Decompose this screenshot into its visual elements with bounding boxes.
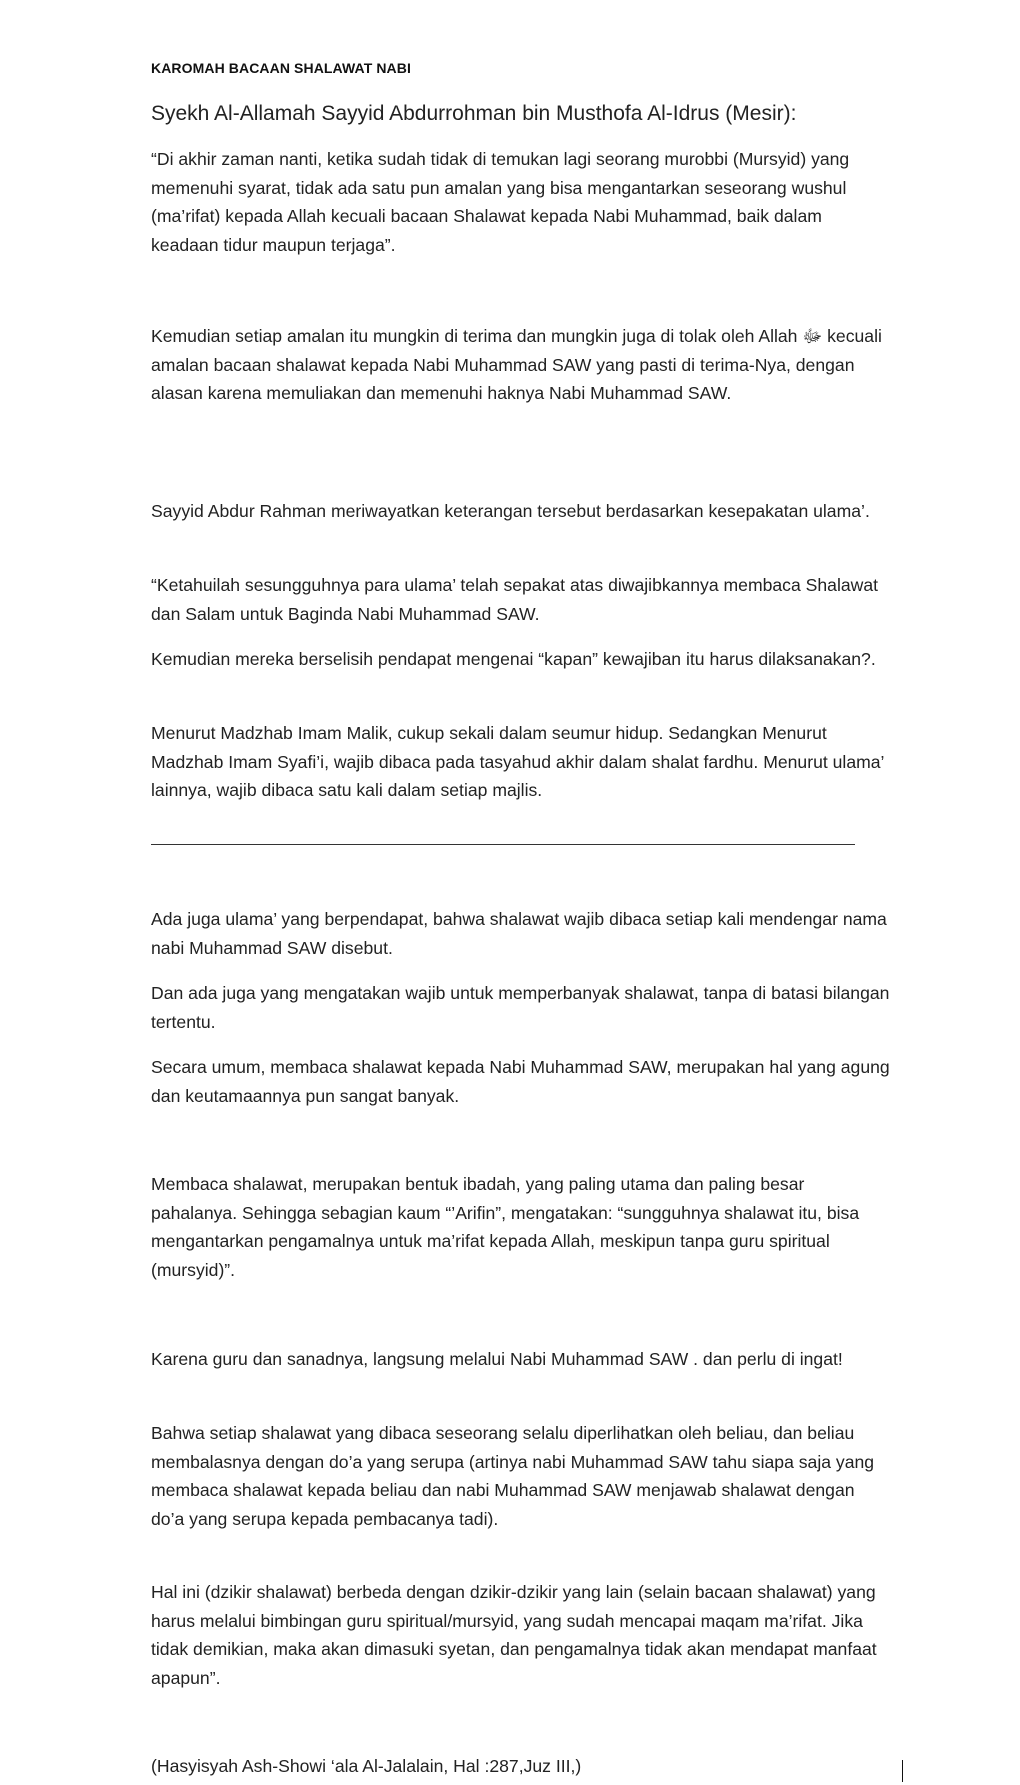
document-title: KAROMAH BACAAN SHALAWAT NABI xyxy=(151,60,411,76)
document-subtitle: Syekh Al-Allamah Sayyid Abdurrohman bin Musthofa Al-Idrus (Mesir): xyxy=(151,102,797,125)
paragraph-1: “Di akhir zaman nanti, ketika sudah tidak di temukan lagi seorang murobbi (Mursyid) yang memenuhi syarat, tidak ada satu pun amalan yang bisa mengantarkan seseorang wushul (ma’rifat) kepada Allah kecuali bacaan Shalawat kepada Nabi Muhammad, baik dalam keadaan tidur maupun terjaga”. xyxy=(151,149,850,255)
paragraph-6: Menurut Madzhab Imam Malik, cukup sekali dalam seumur hidup. Sedangkan Menurut Madzhab Imam Syafi’i, wajib dibaca pada tasyahud akhir dalam shalat fardhu. Menurut ulama’ lainnya, wajib dibaca satu kali dalam setiap majlis. xyxy=(151,723,884,800)
paragraph-3: Sayyid Abdur Rahman meriwayatkan keterangan tersebut berdasarkan kesepakatan ulama’. xyxy=(151,501,870,521)
paragraph-5: Kemudian mereka berselisih pendapat mengenai “kapan” kewajiban itu harus dilaksanakan?. xyxy=(151,649,876,669)
text-cursor xyxy=(902,1760,903,1782)
paragraph-7: Ada juga ulama’ yang berpendapat, bahwa shalawat wajib dibaca setiap kali mendengar nama nabi Muhammad SAW disebut. xyxy=(151,909,887,958)
paragraph-4: “Ketahuilah sesungguhnya para ulama’ telah sepakat atas diwajibkannya membaca Shalawat dan Salam untuk Baginda Nabi Muhammad SAW. xyxy=(151,575,879,624)
paragraph-2: Kemudian setiap amalan itu mungkin di terima dan mungkin juga di tolak oleh Allah ﷻ kecuali amalan bacaan shalawat kepada Nabi Muhammad SAW yang pasti di terima-Nya, dengan alasan karena memuliakan dan memenuhi haknya Nabi Muhammad SAW. xyxy=(151,326,882,403)
paragraph-12: Bahwa setiap shalawat yang dibaca seseorang selalu diperlihatkan oleh beliau, dan beliau membalasnya dengan do’a yang serupa (artinya nabi Muhammad SAW tahu siapa saja yang membaca shalawat kepada beliau dan nabi Muhammad SAW menjawab shalawat dengan do’a yang serupa kepada pembacanya tadi). xyxy=(151,1423,875,1529)
paragraph-11: Karena guru dan sanadnya, langsung melalui Nabi Muhammad SAW . dan perlu di ingat! xyxy=(151,1349,843,1369)
horizontal-rule xyxy=(151,844,855,845)
paragraph-13: Hal ini (dzikir shalawat) berbeda dengan dzikir-dzikir yang lain (selain bacaan shalawat) yang harus melalui bimbingan guru spiritual/mursyid, yang sudah mencapai maqam ma’rifat. Jika tidak demikian, maka akan dimasuki syetan, dan pengamalnya tidak akan mendapat manfaat apapun”. xyxy=(151,1582,877,1688)
paragraph-9: Secara umum, membaca shalawat kepada Nabi Muhammad SAW, merupakan hal yang agung dan keutamaannya pun sangat banyak. xyxy=(151,1057,890,1106)
paragraph-8: Dan ada juga yang mengatakan wajib untuk memperbanyak shalawat, tanpa di batasi bilangan tertentu. xyxy=(151,983,890,1032)
paragraph-10: Membaca shalawat, merupakan bentuk ibadah, yang paling utama dan paling besar pahalanya. Sehingga sebagian kaum “’Arifin”, mengatakan: “sungguhnya shalawat itu, bisa mengantarkan pengamalnya untuk ma’rifat kepada Allah, meskipun tanpa guru spiritual (mursyid)”. xyxy=(151,1174,860,1280)
citation: (Hasyisyah Ash-Showi ‘ala Al-Jalalain, Hal :287,Juz III,) xyxy=(151,1756,582,1776)
